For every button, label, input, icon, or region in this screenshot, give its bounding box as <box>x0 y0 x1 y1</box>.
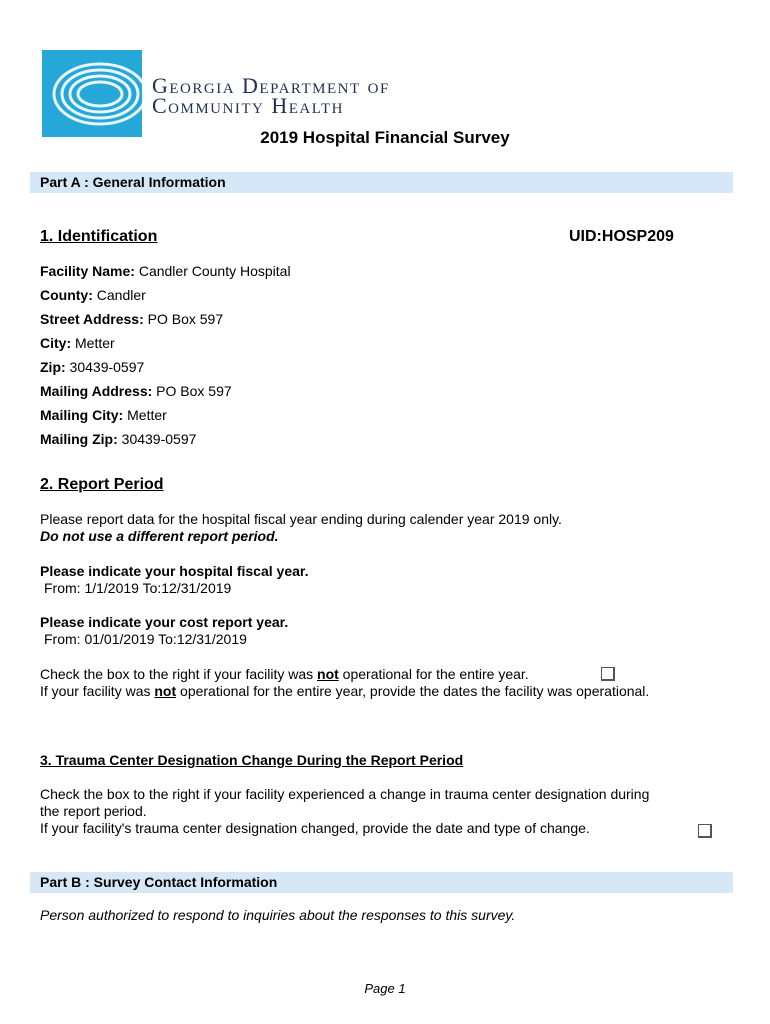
not-operational-text-b: operational for the entire year. <box>338 666 529 682</box>
field-label: Mailing Address: <box>40 383 153 399</box>
not-emphasis: not <box>317 666 339 682</box>
fiscal-year-value: From: 1/1/2019 To:12/31/2019 <box>44 580 232 596</box>
report-period-heading: 2. Report Period <box>40 476 164 493</box>
field-value: Metter <box>75 335 115 351</box>
field-value: 30439-0597 <box>69 359 145 375</box>
operational-dates-text-b: operational for the entire year, provide the dates the facility was operational. <box>176 683 650 699</box>
field-label: City: <box>40 335 72 351</box>
part-b-note: Person authorized to respond to inquiries about the responses to this survey. <box>40 907 516 923</box>
not-operational-text-a: Check the box to the right if your facility was <box>40 666 318 682</box>
field-mailing-city <box>40 406 291 430</box>
trauma-change-checkbox[interactable] <box>698 824 712 838</box>
part-a-heading <box>30 172 733 193</box>
field-label: Zip: <box>40 359 66 375</box>
trauma-line1: Check the box to the right if your facility experienced a change in trauma center designation during <box>40 786 650 802</box>
cost-report-value: From: 01/01/2019 To:12/31/2019 <box>44 631 247 647</box>
logo-swirl-icon <box>42 50 142 137</box>
page-number: Page 1 <box>364 981 406 996</box>
field-label: Facility Name: <box>40 263 135 279</box>
trauma-line3: If your facility's trauma center designation changed, provide the date and type of change. <box>40 820 590 836</box>
field-value: PO Box 597 <box>147 311 224 327</box>
report-period-instruction: Please report data for the hospital fiscal year ending during calender year 2019 only. <box>40 511 562 527</box>
document-title: 2019 Hospital Financial Survey <box>260 128 510 147</box>
field-city <box>40 334 291 358</box>
not-operational-checkbox[interactable] <box>601 667 615 681</box>
field-label: Mailing City: <box>40 407 124 423</box>
org-name-line1: Georgia Department of <box>152 73 390 98</box>
field-label: Mailing Zip: <box>40 431 118 447</box>
field-county <box>40 286 291 310</box>
operational-dates-prompt <box>40 683 649 700</box>
field-value: Candler <box>96 287 146 303</box>
fiscal-year-label: Please indicate your hospital fiscal year. <box>40 563 309 579</box>
uid-label: UID:HOSP209 <box>569 228 674 245</box>
field-label: Street Address: <box>40 311 144 327</box>
identification-fields <box>40 262 291 454</box>
field-value: Candler County Hospital <box>138 263 291 279</box>
field-value: 30439-0597 <box>121 431 197 447</box>
not-operational-prompt <box>40 666 529 683</box>
org-name <box>152 73 390 118</box>
trauma-line2: the report period. <box>40 803 147 819</box>
operational-dates-text-a: If your facility was <box>40 683 155 699</box>
part-b-label: Part B : Survey Contact Information <box>40 874 278 890</box>
trauma-heading: 3. Trauma Center Designation Change During the Report Period <box>40 752 464 768</box>
field-value: PO Box 597 <box>156 383 232 399</box>
field-value: Metter <box>127 407 167 423</box>
part-b-heading <box>30 872 733 893</box>
field-zip <box>40 358 291 382</box>
field-street-address <box>40 310 291 334</box>
field-mailing-address <box>40 382 291 406</box>
logo-mark <box>42 50 142 137</box>
field-facility-name <box>40 262 291 286</box>
field-mailing-zip <box>40 430 291 454</box>
field-label: County: <box>40 287 93 303</box>
cost-report-label: Please indicate your cost report year. <box>40 614 289 630</box>
report-period-warning: Do not use a different report period. <box>40 528 279 544</box>
identification-heading: 1. Identification <box>40 228 158 245</box>
not-emphasis: not <box>154 683 177 699</box>
part-a-label: Part A : General Information <box>40 174 226 190</box>
org-name-line2: Community Health <box>152 93 344 118</box>
